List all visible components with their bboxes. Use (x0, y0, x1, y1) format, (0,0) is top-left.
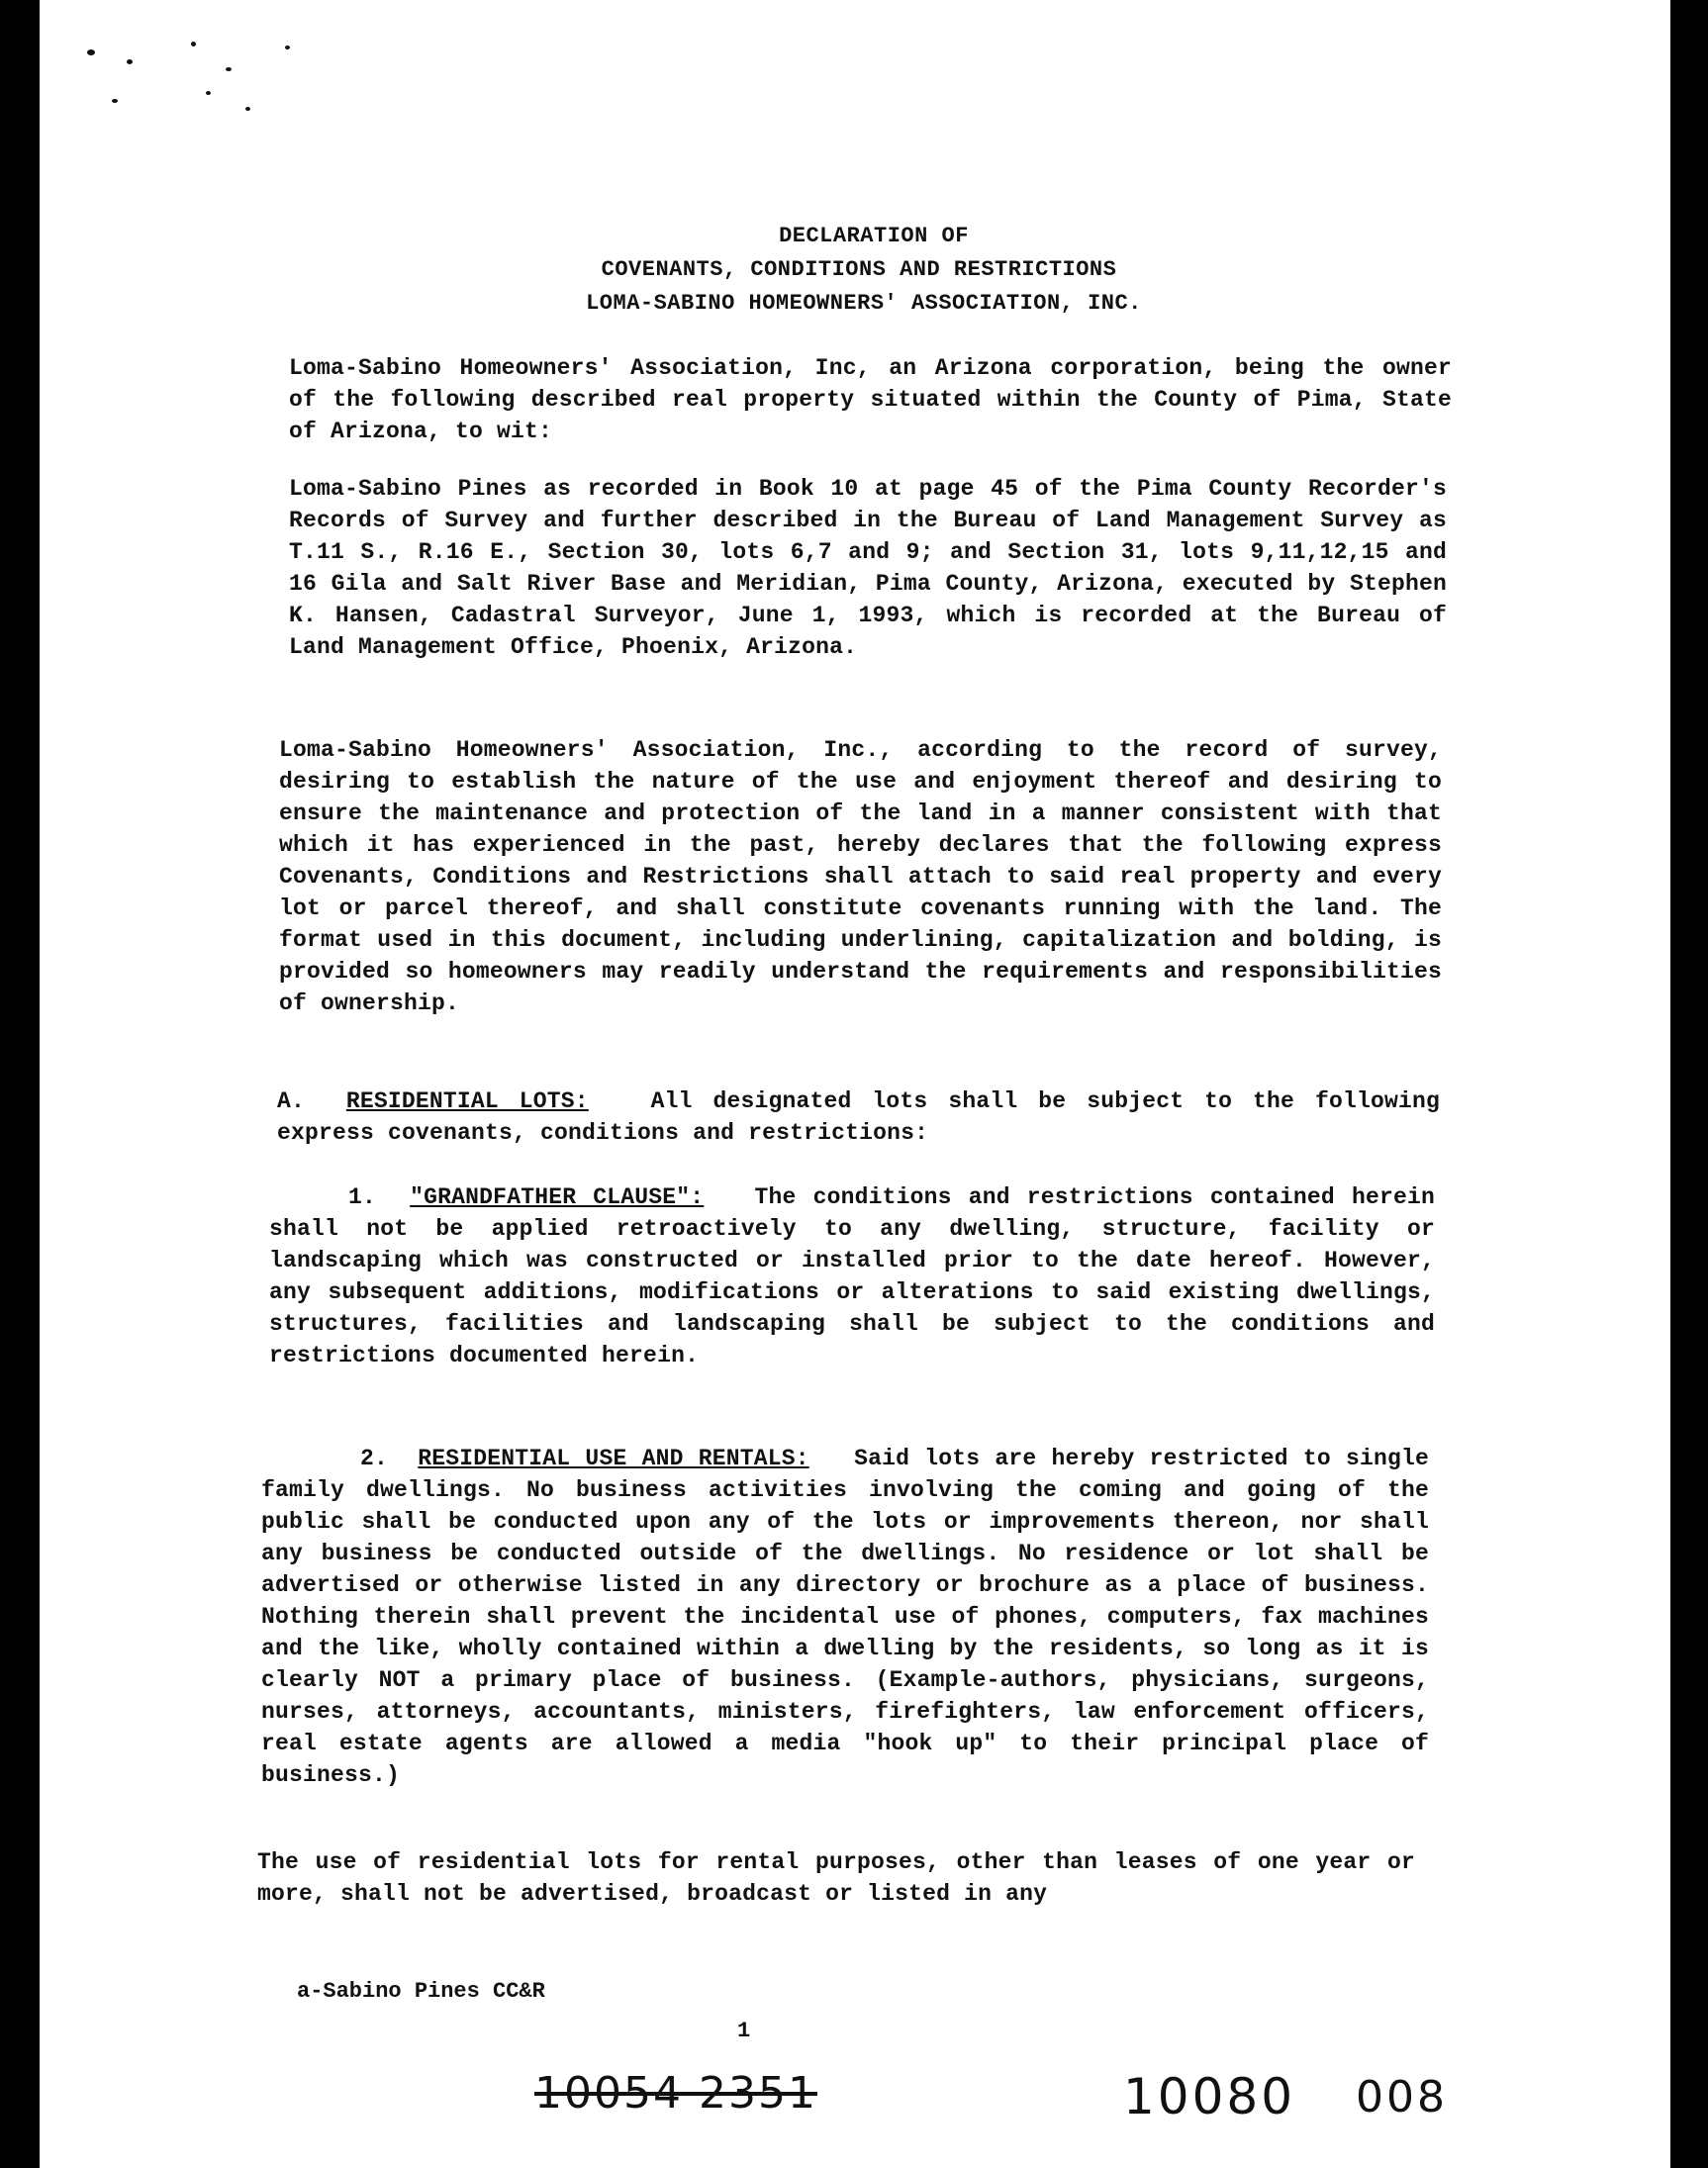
footer-page-mark: 1 (737, 2019, 751, 2043)
item-1-number: 1. (348, 1184, 377, 1210)
rentals-paragraph: The use of residential lots for rental purposes, other than leases of one year or more, shall not be advertised, broadcast or listed in any (257, 1849, 1415, 1907)
title-line-2: COVENANTS, CONDITIONS AND RESTRICTIONS (601, 257, 1117, 282)
intro-paragraph: Loma-Sabino Homeowners' Association, Inc, an Arizona corporation, being the owner of the following described real property situated within the County of Pima, State of Arizona, to wit: (289, 355, 1452, 444)
document-title (0, 220, 1708, 321)
title-line-3: LOMA-SABINO HOMEOWNERS' ASSOCIATION, INC. (586, 291, 1142, 316)
item-1-heading: "GRANDFATHER CLAUSE": (410, 1184, 705, 1210)
scan-speck (226, 67, 232, 71)
scan-edge-left (18, 0, 40, 2168)
legal-description-paragraph: Loma-Sabino Pines as recorded in Book 10 at page 45 of the Pima County Recorder's Records of Survey and further described in the Bureau of Land Management Survey as T.11 S., R.16 E., Section 30, lots 6,7 and 9; and Section 31, lots 9,11,12,15 and 16 Gila and Salt River Base and Meridian, Pima County, Arizona, executed by Stephen K. Hansen, Cadastral Surveyor, June 1, 1993, which is recorded at the Bureau of Land Management Office, Phoenix, Arizona. (289, 476, 1447, 660)
struck-document-number: 10054 2351 (534, 2068, 817, 2119)
page-number: 008 (1356, 2072, 1448, 2122)
section-a-residential-lots (277, 1085, 1440, 1149)
declaration-paragraph: Loma-Sabino Homeowners' Association, Inc., according to the record of survey, desiring to establish the nature of the use and enjoyment thereof and desiring to ensure the maintenance and protection of the land in a manner consistent with that which it has experienced in the past, hereby declares that the following express Covenants, Conditions and Restrictions shall attach to said real property and every lot or parcel thereof, and shall constitute covenants running with the land. The format used in this document, including underlining, capitalization and bolding, is provided so homeowners may readily understand the requirements and responsibilities of ownership. (279, 737, 1442, 1016)
document-number: 10080 (1123, 2068, 1296, 2125)
item-2-number: 2. (360, 1446, 389, 1471)
scan-speck (191, 42, 196, 47)
scan-speck (87, 49, 95, 55)
item-2-heading: RESIDENTIAL USE AND RENTALS: (418, 1446, 809, 1471)
item-1-text: The conditions and restrictions contained herein shall not be applied retroactively to any dwelling, structure, facility or landscaping which was constructed or installed prior to the date hereof. However, any subsequent additions, modifications or alterations to said existing dwellings, structures, facilities and landscaping shall be subject to the conditions and restrictions documented herein. (269, 1184, 1435, 1368)
item-2-residential-use (261, 1443, 1429, 1791)
section-a-heading: RESIDENTIAL LOTS: (345, 1088, 589, 1114)
footer-document-label: a-Sabino Pines CC&R (297, 1979, 545, 2004)
scan-speck (285, 46, 290, 49)
scan-speck (112, 99, 118, 103)
item-1-grandfather-clause (269, 1181, 1435, 1371)
scan-speck (206, 91, 211, 95)
title-line-1: DECLARATION OF (779, 224, 969, 248)
section-a-label: A. (277, 1088, 306, 1114)
scan-edge-right (1670, 0, 1690, 2168)
section-a-text: All designated lots shall be subject to the following express covenants, conditions and restrictions: (277, 1088, 1440, 1146)
document-page (18, 0, 1690, 2168)
item-2-text: Said lots are hereby restricted to single family dwellings. No business activities involving the coming and going of the public shall be conducted upon any of the lots or improvements thereon, nor shall any business be conducted outside of the dwellings. No residence or lot shall be advertised or otherwise listed in any directory or brochure as a place of business. Nothing therein shall prevent the incidental use of phones, computers, fax machines and the like, wholly contained within a dwelling by the residents, so long as it is clearly NOT a primary place of business. (Example-authors, physicians, surgeons, nurses, attorneys, accountants, ministers, firefighters, law enforcement officers, real estate agents are allowed a media "hook up" to their principal place of business.) (261, 1446, 1429, 1788)
scan-speck (245, 107, 250, 111)
scan-speck (127, 59, 133, 64)
